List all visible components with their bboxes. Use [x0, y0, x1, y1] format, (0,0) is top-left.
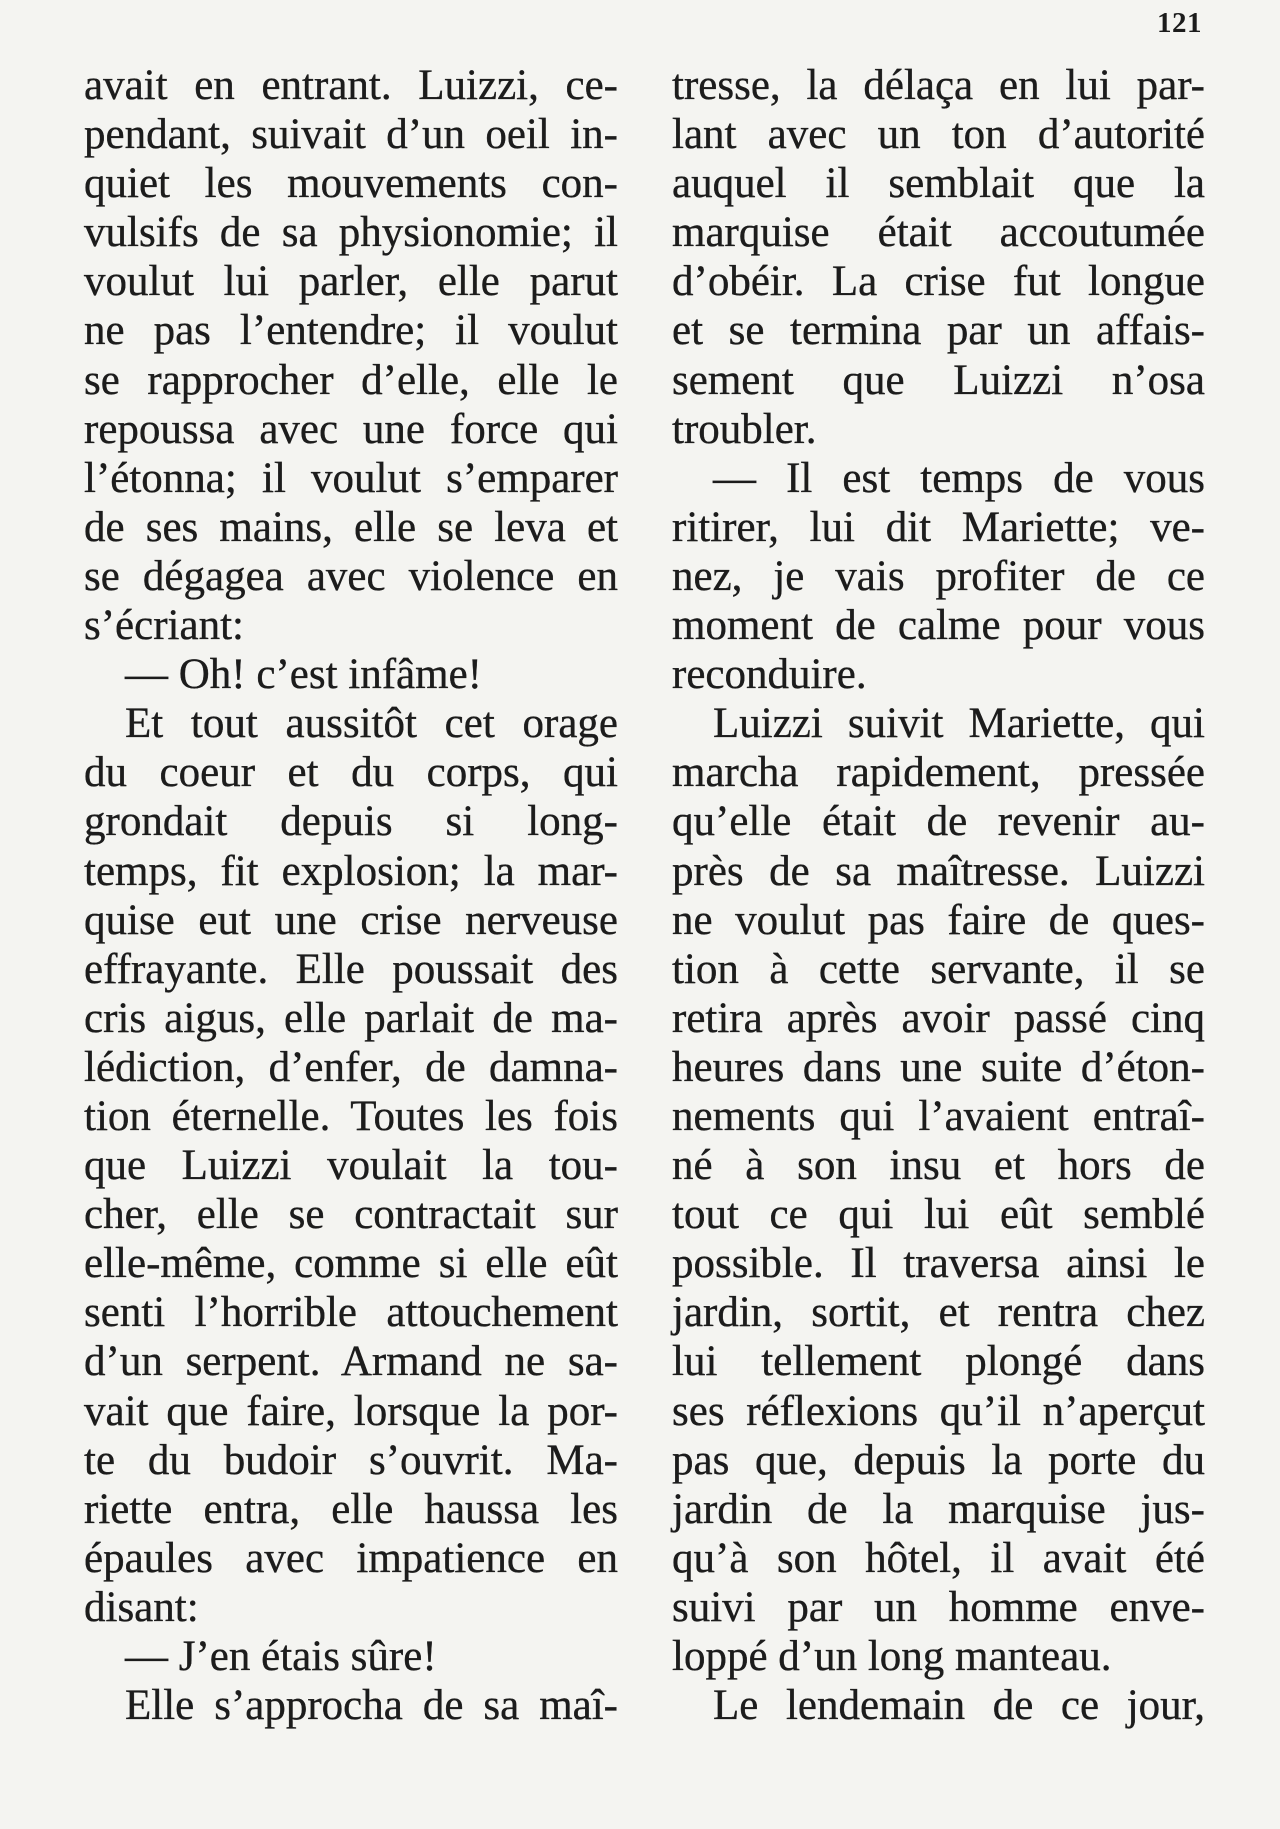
- text-line: suivi par un homme enve-: [672, 1583, 1205, 1631]
- text-line: repoussa avec une force qui: [84, 405, 618, 453]
- text-line: lédiction, d’enfer, de damna-: [84, 1043, 618, 1091]
- text-line: jardin de la marquise jus-: [672, 1485, 1205, 1533]
- text-line: s’écriant:: [84, 602, 244, 650]
- text-line: pendant, suivait d’un oeil in-: [84, 111, 618, 159]
- text-line: heures dans une suite d’éton-: [672, 1043, 1205, 1091]
- text-line: se dégagea avec violence en: [84, 552, 618, 600]
- text-line: tion à cette servante, il se: [672, 945, 1205, 993]
- text-line: ne pas l’entendre; il voulut: [84, 307, 618, 355]
- text-line: épaules avec impatience en: [84, 1534, 618, 1582]
- paragraph: [84, 61, 618, 650]
- paragraph: [672, 699, 1205, 1681]
- text-line: vulsifs de sa physionomie; il: [84, 209, 618, 257]
- text-line: ne voulut pas faire de ques-: [672, 896, 1205, 944]
- text-line: — Il est temps de vous: [713, 454, 1205, 502]
- text-line: possible. Il traversa ainsi le: [672, 1240, 1205, 1288]
- text-line: tion éternelle. Toutes les fois: [84, 1092, 618, 1140]
- text-line: Luizzi suivit Mariette, qui: [713, 700, 1205, 748]
- text-line: qu’à son hôtel, il avait été: [672, 1534, 1205, 1582]
- text-line: disant:: [84, 1583, 199, 1631]
- text-line: près de sa maîtresse. Luizzi: [672, 847, 1205, 895]
- text-line: d’un serpent. Armand ne sa-: [84, 1338, 618, 1386]
- text-line: ritirer, lui dit Mariette; ve-: [672, 503, 1205, 551]
- text-line: d’obéir. La crise fut longue: [672, 258, 1205, 306]
- paragraph: [84, 1681, 618, 1730]
- text-line: effrayante. Elle poussait des: [84, 945, 618, 993]
- text-line: l’étonna; il voulut s’emparer: [84, 454, 618, 502]
- text-line: et se termina par un affais-: [672, 307, 1205, 355]
- text-line: — J’en étais sûre!: [125, 1633, 437, 1680]
- text-line: que Luizzi voulait la tou-: [84, 1142, 618, 1190]
- text-line: voulut lui parler, elle parut: [84, 258, 618, 306]
- text-line: — Oh! c’est infâme!: [125, 651, 482, 699]
- text-line: te du budoir s’ouvrit. Ma-: [84, 1436, 618, 1484]
- paragraph: [672, 1681, 1205, 1730]
- paragraph: [84, 699, 618, 1632]
- text-line: elle-même, comme si elle eût: [84, 1240, 618, 1288]
- text-line: moment de calme pour vous: [672, 602, 1205, 650]
- text-line: qu’elle était de revenir au-: [672, 798, 1205, 846]
- text-line: marcha rapidement, pressée: [672, 749, 1205, 797]
- text-line: Elle s’approcha de sa maî-: [125, 1682, 618, 1730]
- text-line: quiet les mouvements con-: [84, 160, 618, 208]
- text-line: loppé d’un long manteau.: [672, 1633, 1112, 1680]
- text-line: grondait depuis si long-: [84, 798, 618, 846]
- text-line: né à son insu et hors de: [672, 1142, 1205, 1190]
- paragraph: [672, 454, 1205, 699]
- text-line: jardin, sortit, et rentra chez: [672, 1289, 1205, 1337]
- paragraph: [84, 1632, 618, 1681]
- text-line: senti l’horrible attouchement: [84, 1289, 618, 1337]
- text-line: cris aigus, elle parlait de ma-: [84, 994, 618, 1042]
- text-line: quise eut une crise nerveuse: [84, 896, 618, 944]
- text-line: troubler.: [672, 405, 817, 453]
- text-line: Et tout aussitôt cet orage: [125, 700, 618, 748]
- text-line: lui tellement plongé dans: [672, 1338, 1205, 1386]
- text-line: tresse, la délaça en lui par-: [672, 62, 1205, 109]
- text-line: ses réflexions qu’il n’aperçut: [672, 1387, 1205, 1435]
- left-column: [84, 61, 618, 1730]
- text-line: auquel il semblait que la: [672, 160, 1205, 208]
- text-line: lant avec un ton d’autorité: [672, 111, 1205, 159]
- text-line: nements qui l’avaient entraî-: [672, 1092, 1205, 1140]
- text-line: pas que, depuis la porte du: [672, 1436, 1205, 1484]
- text-line: Le lendemain de ce jour,: [713, 1682, 1205, 1730]
- right-column: [672, 61, 1205, 1730]
- text-line: de ses mains, elle se leva et: [84, 503, 618, 551]
- page-number: 121: [1157, 7, 1202, 39]
- text-line: riette entra, elle haussa les: [84, 1485, 618, 1533]
- text-line: reconduire.: [672, 651, 867, 699]
- text-line: du coeur et du corps, qui: [84, 749, 618, 797]
- text-line: cher, elle se contractait sur: [84, 1191, 618, 1239]
- text-line: temps, fit explosion; la mar-: [84, 847, 618, 895]
- text-line: nez, je vais profiter de ce: [672, 552, 1205, 600]
- text-line: vait que faire, lorsque la por-: [84, 1387, 618, 1435]
- text-line: tout ce qui lui eût semblé: [672, 1191, 1205, 1239]
- text-line: avait en entrant. Luizzi, ce-: [84, 62, 618, 109]
- text-line: marquise était accoutumée: [672, 209, 1205, 257]
- text-line: sement que Luizzi n’osa: [672, 356, 1205, 404]
- paragraph: [84, 650, 618, 699]
- text-line: retira après avoir passé cinq: [672, 994, 1205, 1042]
- paragraph: [672, 61, 1205, 454]
- text-line: se rapprocher d’elle, elle le: [84, 356, 618, 404]
